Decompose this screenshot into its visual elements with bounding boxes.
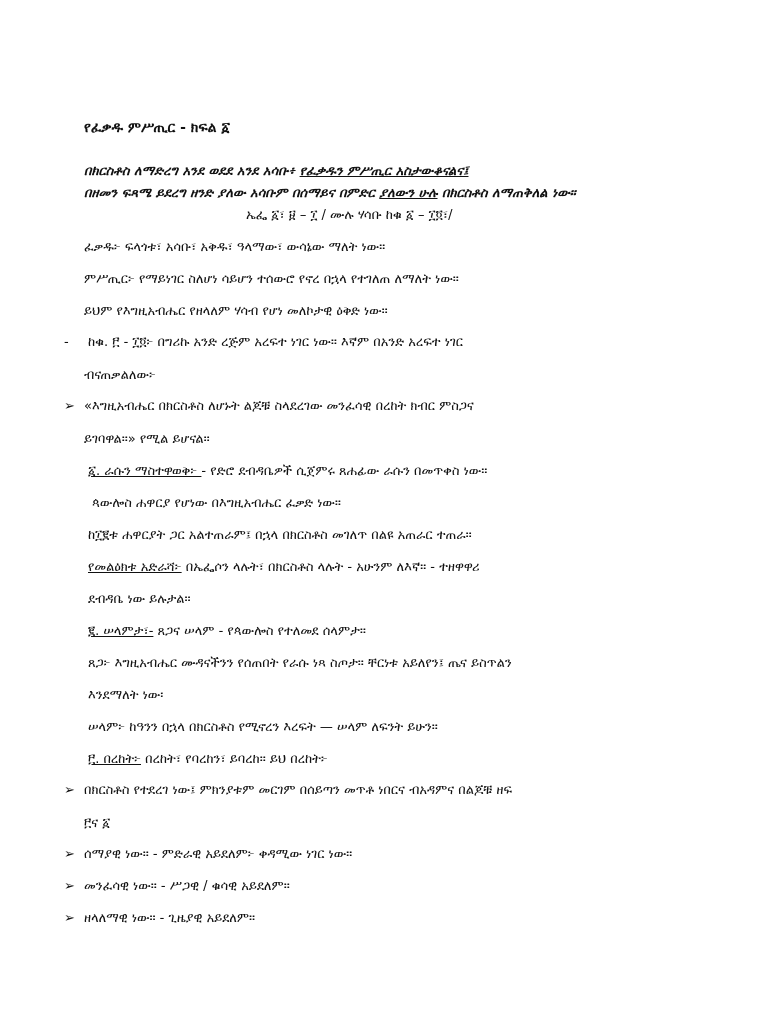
section-text: - የድሮ ደብዳቤዎች ሲጀምሩ ጸሐፊው ራሱን በመጥቀስ ነው። bbox=[201, 464, 488, 479]
scripture-reference: ኤፌ ፩፣ ፱ – ፲ / ሙሉ ሃሳቡ ከቁ ፩ – ፲፬፣/ bbox=[246, 208, 453, 223]
section-label: ፪. ሠላምታ፣- bbox=[88, 624, 154, 639]
section-label: የመልዕክቱ አድራሻ፦ bbox=[88, 560, 182, 575]
bullet-text: ፫ና ፩ bbox=[84, 816, 111, 831]
intro-line-2 bbox=[84, 186, 576, 202]
bullet-text: ዘላለማዊ ነው። - ጊዜያዊ አይደለም። bbox=[84, 911, 256, 926]
bullet-text: ይገባዋል።» የሚል ይሆናል። bbox=[84, 432, 210, 447]
section-text: በኤፌሶን ላሉት፣ በክርስቶስ ላሉት - አሁንም ለእኛ። - ተዘዋዋሪ bbox=[181, 560, 480, 575]
section-heading bbox=[88, 624, 366, 640]
section-text: በረከት፣ የባረከን፣ ይባረከ። ይህ በረከት፦ bbox=[141, 752, 328, 767]
paragraph: ሠላም፦ ከዓንን በኋላ በክርስቶስ የሚኖረን እረፍት — ሠላም ለፍንት ይሁን። bbox=[88, 720, 438, 735]
bullet-text: «እግዚአብሔር በክርስቶስ ለሆኑት ልጆቹ ስላደረገው መንፈሳዊ በረከት ክብር ምስጋና bbox=[84, 399, 474, 414]
section-label: ፩. ራሱን ማስተዋወቅ፦ bbox=[88, 464, 202, 479]
paragraph: ፈቃዱ፦ ፍላጎቱ፣ አሳቡ፣ አቅዱ፣ ዓላማው፣ ውሳኔው ማለት ነው። bbox=[84, 240, 386, 255]
arrow-bullet-icon: ➢ bbox=[64, 911, 75, 926]
section-heading bbox=[88, 752, 328, 768]
intro-text: በክርስቶስ ለማድረግ አንደ ወደደ አንደ አሳቡ፥ bbox=[84, 164, 300, 179]
section-label: ፫. በረከት፦ bbox=[88, 752, 141, 767]
dash-bullet: - bbox=[64, 335, 69, 350]
arrow-bullet-icon: ➢ bbox=[64, 847, 75, 862]
intro-line-1 bbox=[84, 164, 468, 180]
paragraph: ብናጠቃልለው፦ bbox=[84, 368, 156, 383]
arrow-bullet-icon: ➢ bbox=[64, 399, 75, 414]
intro-text: በክርስቶስ ለማጠቅለል ነው። bbox=[437, 186, 576, 201]
bullet-text: በክርስቶስ የተደረገ ነው፤ ምክንያቱም መርገም በሰይጣን መጥቶ ነበርና ብአዳምና በልጆቹ ዘፍ bbox=[84, 783, 513, 798]
paragraph: ምሥጢር፦ የማይነገር ስለሆነ ሳይሆን ተሰውሮ የኖረ በኋላ የተገለጠ ለማለት ነው። bbox=[84, 272, 459, 287]
paragraph: ይህም የእግዚአብሔር የዘላለም ሃሳብ የሆነ መለኮታዊ ዕቅድ ነው። bbox=[84, 304, 388, 319]
paragraph: ከ፲፪ቱ ሐዋርያት ጋር አልተጠራም፤ በኋላ በክርስቶስ መገለጥ በልዩ አጠራር ተጠራ። bbox=[88, 528, 472, 543]
intro-underlined: ያለውን ሁሉ bbox=[379, 186, 438, 201]
paragraph: ከቁ. ፫ - ፲፬፦ በግሪኩ አንድ ረጅም አረፍተ ነገር ነው። እኛም በአንድ አረፍተ ነገር bbox=[88, 335, 463, 350]
document-title: የፈቃዱ ምሥጢር - ክፍል ፩ bbox=[84, 120, 230, 136]
intro-underlined: የፈቃዱን ምሥጢር አስታውቆናልና፤ bbox=[299, 164, 469, 179]
paragraph bbox=[88, 560, 480, 576]
paragraph: ጸጋ፦ እግዚአብሔር ሙዳናችንን የሰጠበት የራሱ ነጻ ስጦታ። ቸርነቱ አይለየን፤ ጤና ይስጥልን bbox=[88, 656, 512, 671]
arrow-bullet-icon: ➢ bbox=[64, 783, 75, 798]
section-heading bbox=[88, 464, 487, 480]
intro-text: በዘመን ፍጻሜ ይደረግ ዘንድ ያለው አሳቡም በሰማይና በምድር bbox=[84, 186, 380, 201]
arrow-bullet-icon: ➢ bbox=[64, 879, 75, 894]
paragraph: እንደማለት ነው፡ bbox=[88, 688, 164, 703]
paragraph: ደብዳቤ ነው ይሉታል። bbox=[88, 592, 191, 607]
paragraph: ጳውሎስ ሐዋርያ የሆነው በእግዚአብሔር ፈቃድ ነው። bbox=[92, 496, 341, 511]
bullet-text: ሰማያዊ ነው። - ምድራዊ አይደለም፦ ቀዳሚው ነገር ነው። bbox=[84, 847, 353, 862]
bullet-text: መንፈሳዊ ነው። - ሥጋዊ / ቁሳዊ አይደለም። bbox=[84, 879, 290, 894]
section-text: ጸጋና ሠላም - የጳውሎስ የተለመደ ሰላምታ። bbox=[153, 624, 366, 639]
